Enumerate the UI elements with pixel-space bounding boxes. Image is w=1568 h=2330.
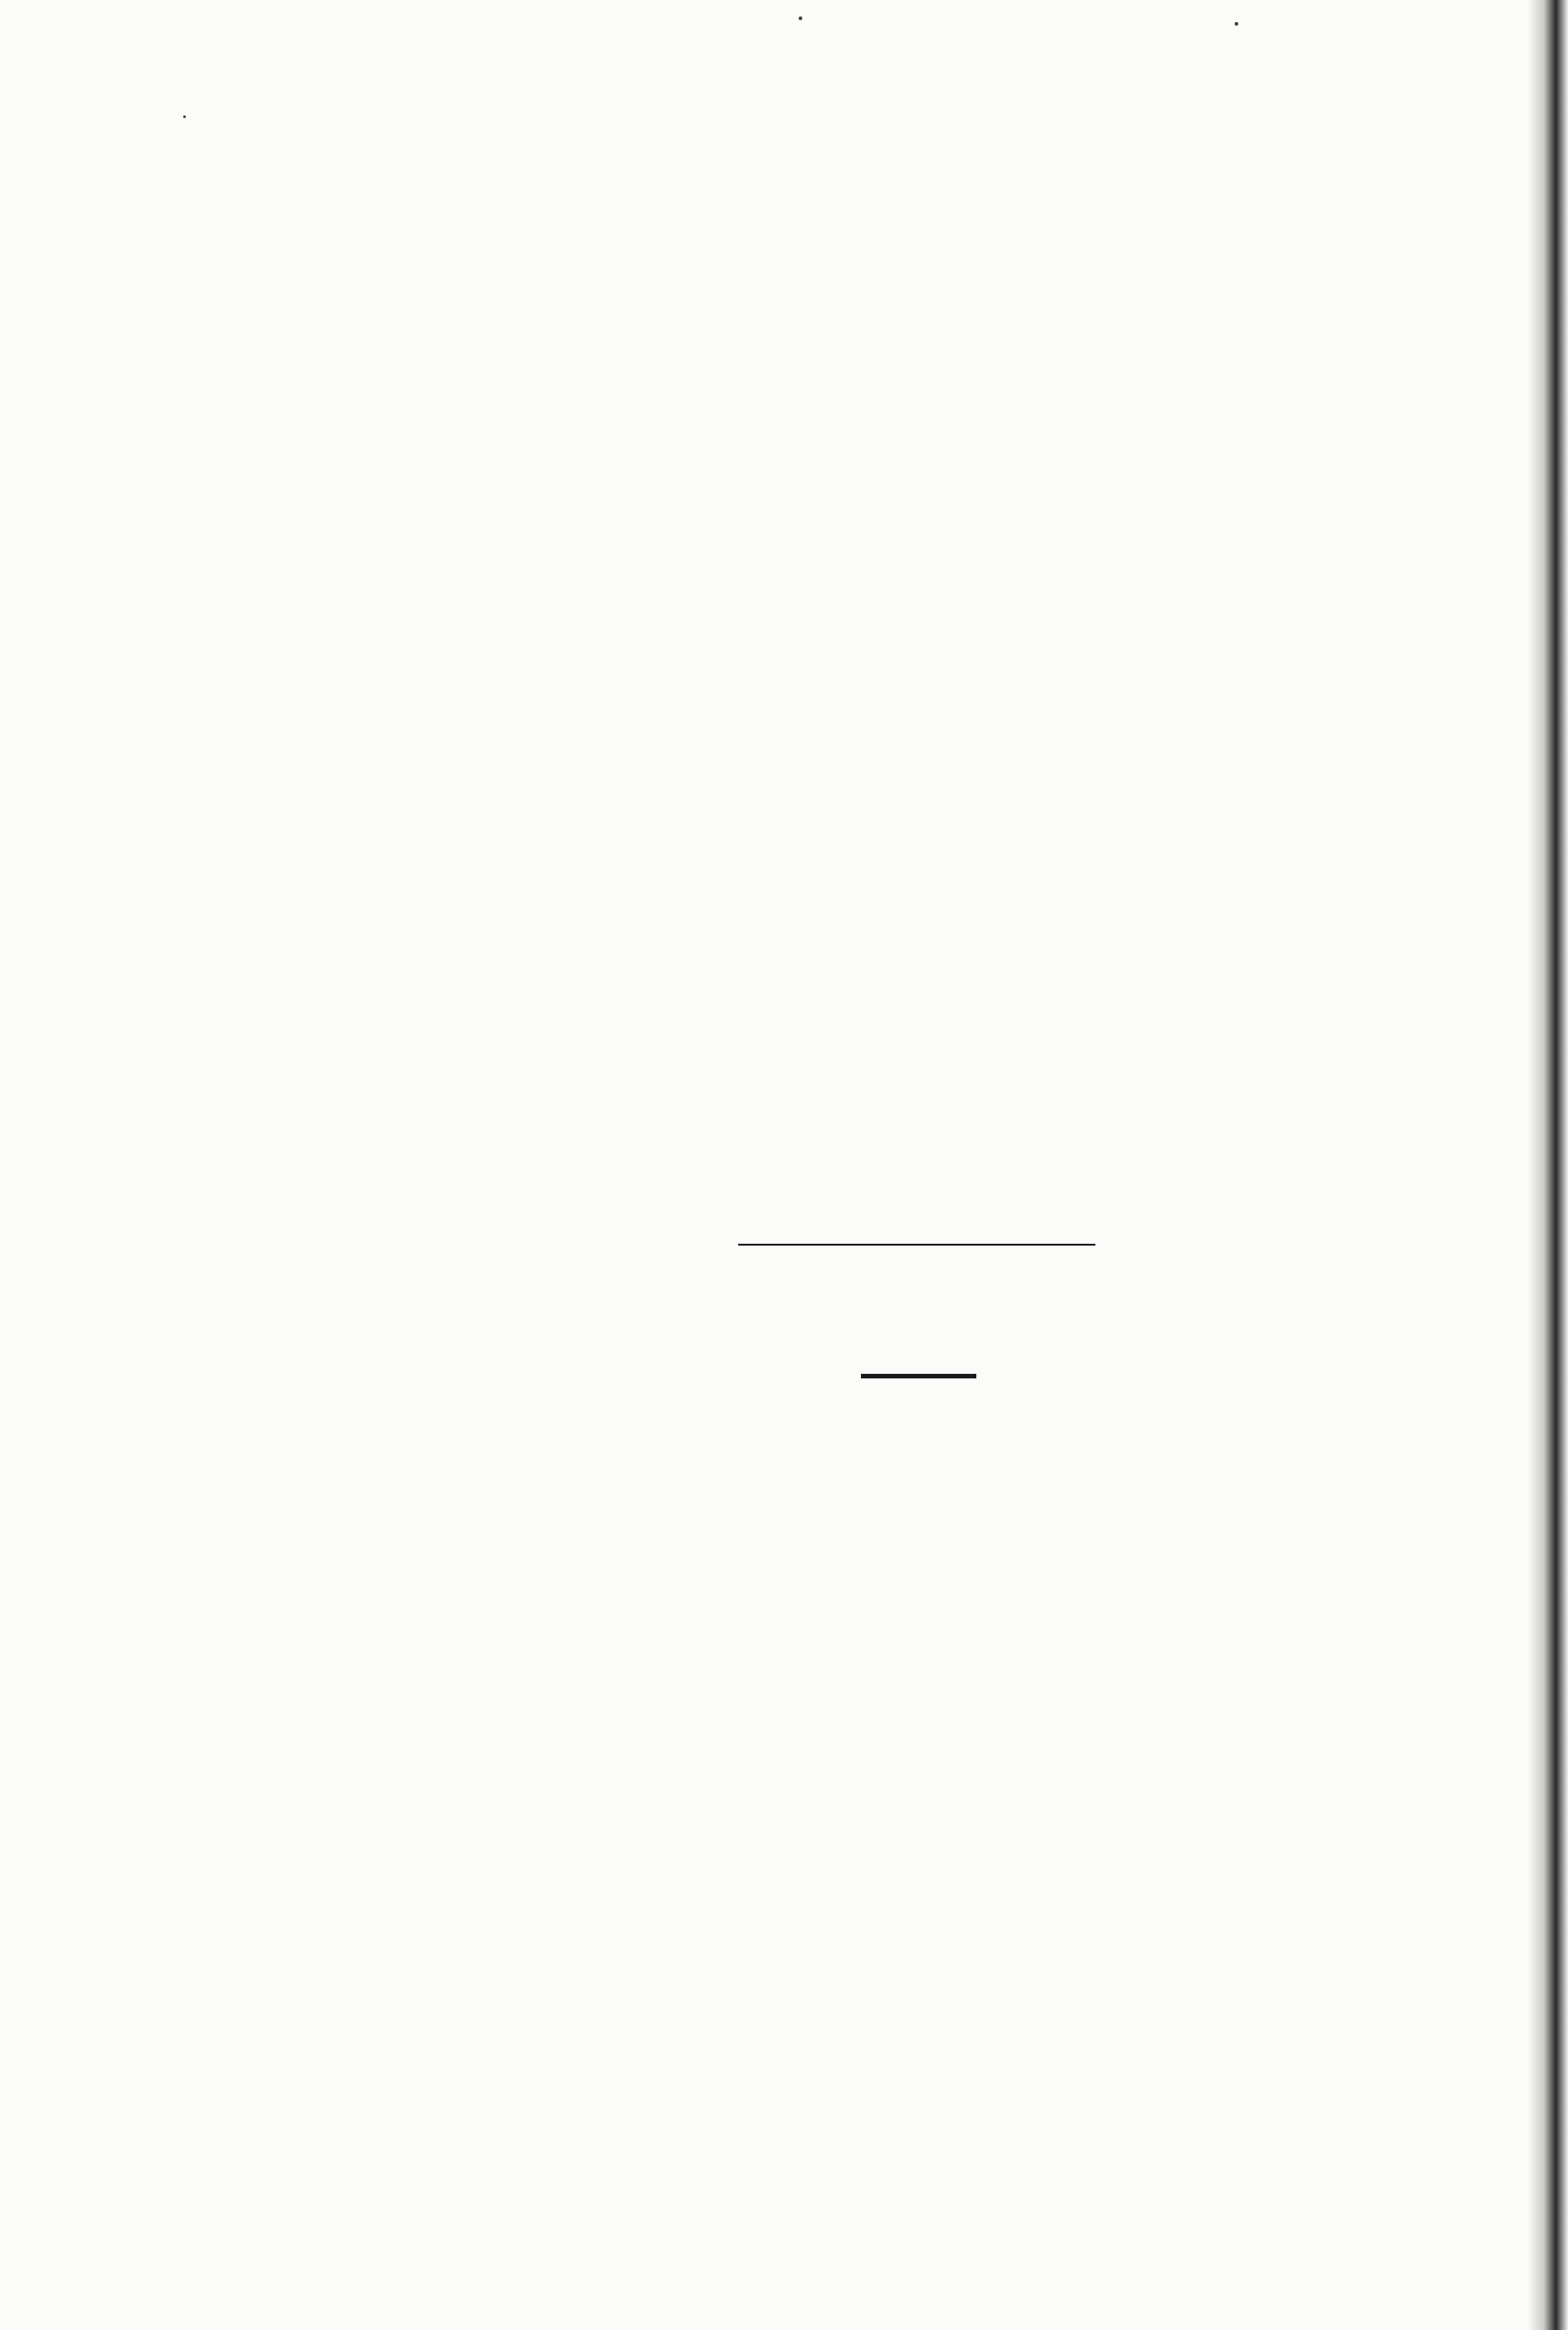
section-divider bbox=[738, 1244, 1095, 1246]
running-header bbox=[332, 203, 1522, 258]
page-binding-edge bbox=[1528, 0, 1568, 2330]
title-underline bbox=[861, 1374, 976, 1378]
ink-speck bbox=[183, 115, 186, 118]
ink-speck bbox=[799, 16, 802, 20]
ink-speck bbox=[1235, 22, 1238, 26]
